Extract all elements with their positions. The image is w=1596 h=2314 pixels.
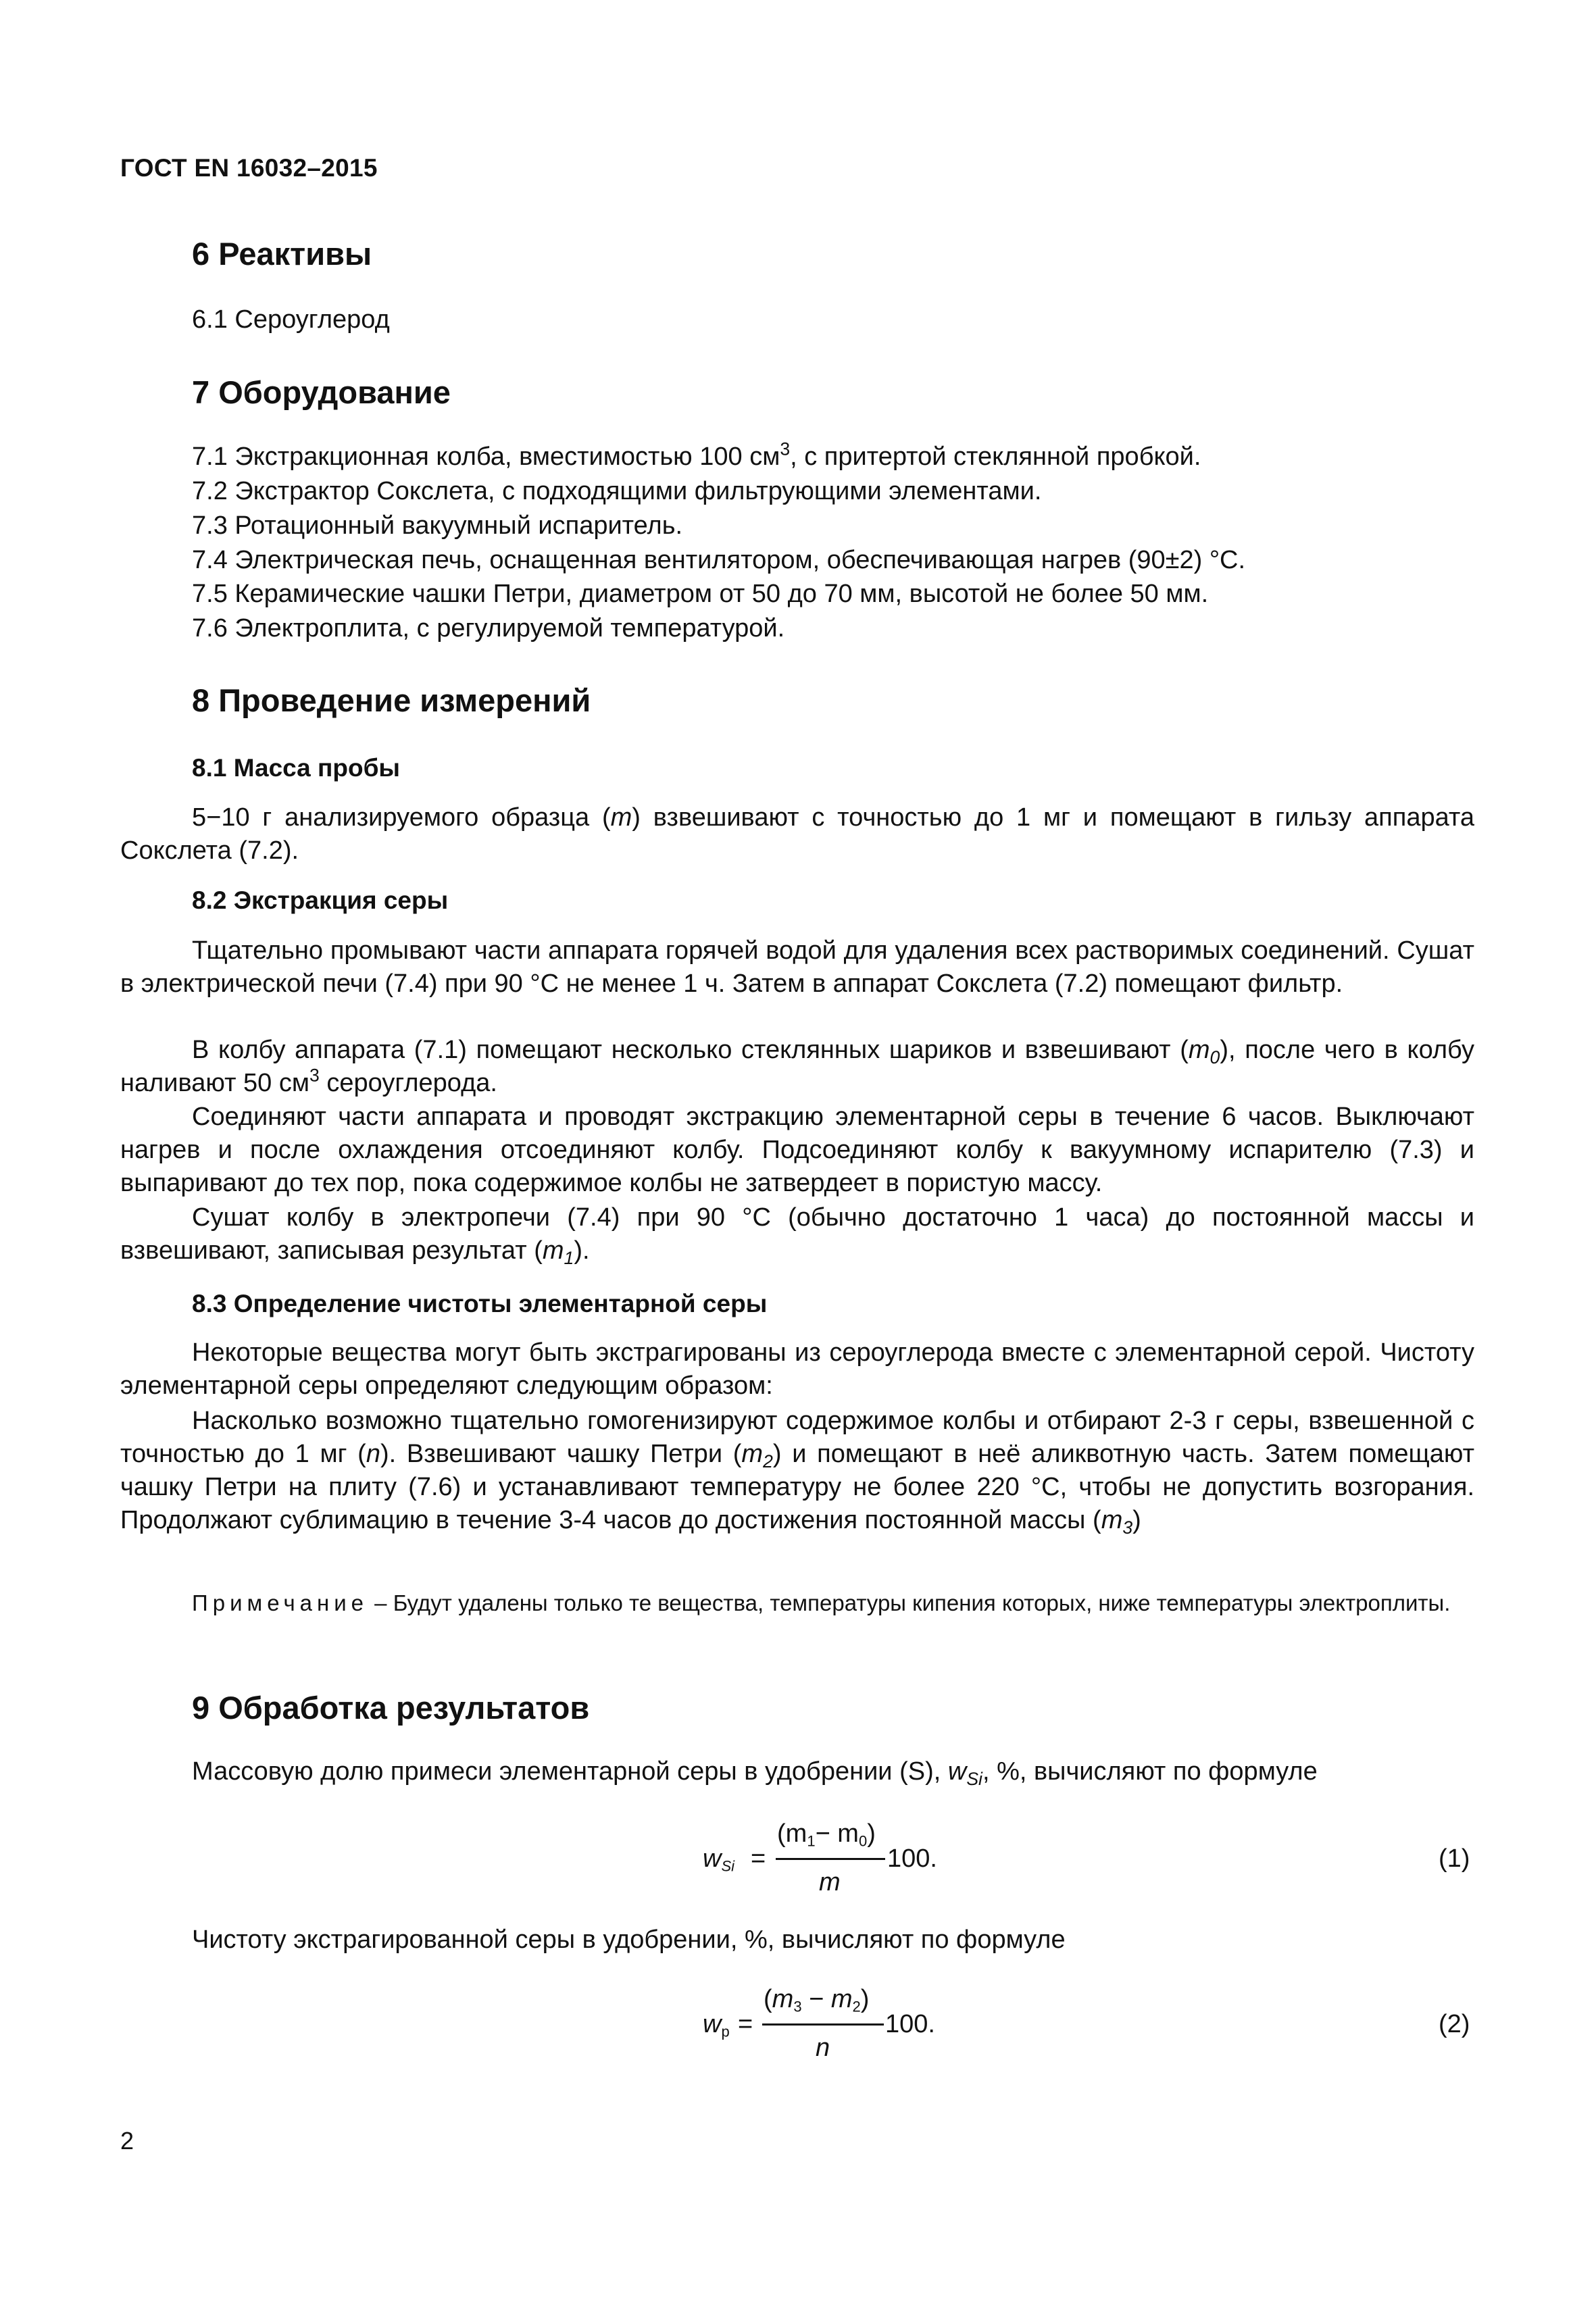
section-8-2-paragraph-1: Тщательно промывают части аппарата горячей водой для удаления всех растворимых соединений. Сушат в электрической печи (7.4) при 90 °С не менее 1 ч. Затем в аппарат Сокслета (7.2) помещают фильтр. <box>120 936 1474 998</box>
section-9-paragraph-1: Массовую долю примеси элементарной серы в удобрении (S), $w_{Si}$, %, вычисляют по формуле <box>192 1757 1318 1789</box>
section-8-3-note: Примечание – Будут удалены только те вещества, температуры кипения которых, ниже температуры электроплиты. <box>192 1590 1451 1615</box>
section-8-3-paragraph-2: Насколько возможно тщательно гомогенизируют содержимое колбы и отбирают 2-3 г серы, взвешенной с точностью до 1 мг (n). Взвешивают чашку Петри $(m_2)$ и помещают в неё аликвотную часть. Затем помещают чашку Петри на плиту (7.6) и устанавливают температуру не более 220 °С, чтобы не допустить возгорания. Продолжают сублимацию в течение 3-4 часов до достижения постоянной массы $(m_3)$ <box>120 1407 1474 1538</box>
formula-1-factor: 100. <box>887 1844 937 1873</box>
formula-1-denominator: m <box>819 1868 841 1896</box>
page-number: 2 <box>120 2127 134 2155</box>
formula-2-numerator: $(m_3 - m_2)$ <box>764 1985 870 2015</box>
section-7-item-1: 7.1 Экстракционная колба, вместимостью 100 $см^3$, с притертой стеклянной пробкой. <box>192 438 1201 471</box>
section-7-item-2: 7.2 Экстрактор Сокслета, с подходящими фильтрующими элементами. <box>192 477 1042 505</box>
section-7-item-4: 7.4 Электрическая печь, оснащенная вентилятором, обеспечивающая нагрев (90±2) °С. <box>192 546 1246 574</box>
section-8-2-paragraph-4: Сушат колбу в электропечи (7.4) при 90 °С (обычно достаточно 1 часа) до постоянной массы и взвешивают, записывая результат $(m_1)$. <box>120 1203 1474 1268</box>
section-7-item-5: 7.5 Керамические чашки Петри, диаметром от 50 до 70 мм, высотой не более 50 мм. <box>192 580 1209 608</box>
formula-1-equals: = <box>751 1844 766 1873</box>
formula-2-fraction-bar <box>762 2023 884 2026</box>
section-7-item-6: 7.6 Электроплита, с регулируемой температурой. <box>192 614 785 643</box>
section-8-2-title: 8.2 Экстракция серы <box>192 886 449 914</box>
formula-1-fraction-bar <box>776 1858 885 1860</box>
section-8-3-title: 8.3 Определение чистоты элементарной серы <box>192 1290 768 1317</box>
section-7-item-3: 7.3 Ротационный вакуумный испаритель. <box>192 511 683 540</box>
formula-1-numerator: $(m_1- m_0)$ <box>777 1819 876 1850</box>
section-6-item-1: 6.1 Сероуглерод <box>192 305 390 334</box>
formula-2-number: (2) <box>1439 2010 1470 2038</box>
section-8-1-title: 8.1 Масса пробы <box>192 754 401 782</box>
section-7-title: 7 Оборудование <box>192 374 451 410</box>
section-8-2-paragraph-3: Соединяют части аппарата и проводят экстракцию элементарной серы в течение 6 часов. Выключают нагрев и после охлаждения отсоединяют колбу. Подсоединяют колбу к вакуумному испарителю (7.3) и выпаривают до тех пор, пока содержимое колбы не затвердеет в пористую массу. <box>120 1103 1474 1197</box>
section-6-title: 6 Реактивы <box>192 236 372 272</box>
section-9-paragraph-2: Чистоту экстрагированной серы в удобрении, %, вычисляют по формуле <box>192 1926 1066 1954</box>
document-header: ГОСТ EN 16032–2015 <box>120 154 378 182</box>
formula-1-lhs: $w_{Si}$ <box>703 1844 735 1875</box>
section-9-title: 9 Обработка результатов <box>192 1690 590 1726</box>
formula-2-factor: 100. <box>885 2010 935 2038</box>
formula-2-equals: = <box>738 2010 753 2038</box>
formula-1-number: (1) <box>1439 1844 1470 1873</box>
section-8-2-paragraph-2: В колбу аппарата (7.1) помещают несколько стеклянных шариков и взвешивают $(m_0)$, после чего в колбу наливают 50 $см^3$ сероуглерода. <box>120 1036 1474 1097</box>
formula-2-denominator: n <box>816 2034 830 2062</box>
section-8-1-paragraph: 5−10 г анализируемого образца (m) взвешивают с точностью до 1 мг и помещают в гильзу аппарата Сокслета (7.2). <box>120 803 1474 865</box>
section-8-title: 8 Проведение измерений <box>192 682 591 718</box>
section-8-3-paragraph-1: Некоторые вещества могут быть экстрагированы из сероуглерода вместе с элементарной серой. Чистоту элементарной серы определяют следующим образом: <box>120 1338 1474 1400</box>
formula-2-lhs: $w_p$ <box>703 2010 730 2040</box>
